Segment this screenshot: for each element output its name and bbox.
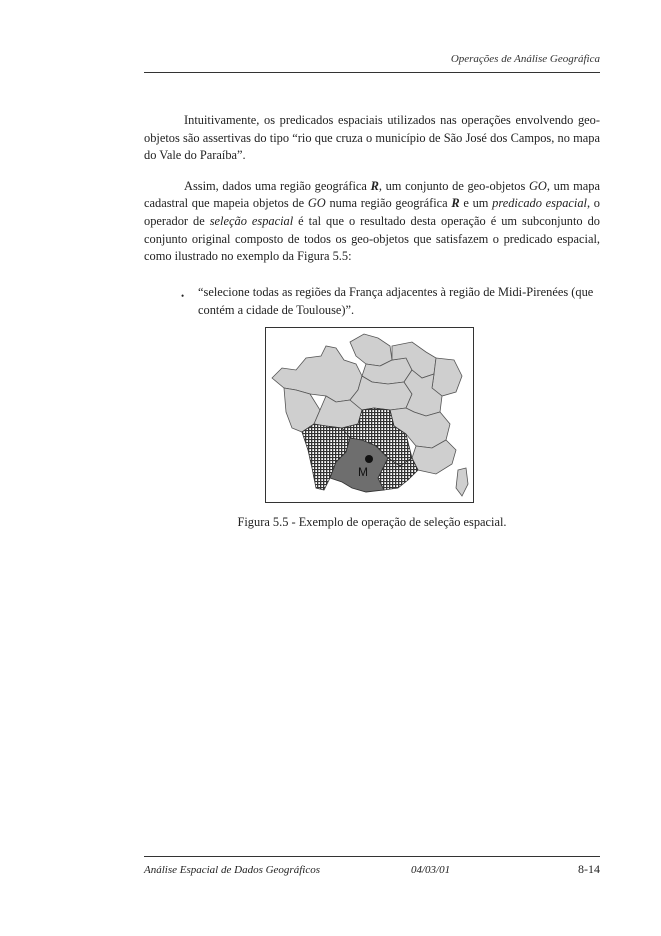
footer-title: Análise Espacial de Dados Geográficos xyxy=(144,864,320,876)
bullet-text: “selecione todas as regiões da França adjacentes à região de Midi-Pirenées (que contém a cidade de Toulouse)”. xyxy=(198,285,594,317)
p2-text-4: numa região geográfica xyxy=(325,196,452,211)
france-map-svg xyxy=(266,328,473,502)
p2-text-2: , um conjunto de geo-objetos xyxy=(378,178,529,193)
toulouse-marker-icon xyxy=(365,455,373,463)
figure-caption: Figura 5.5 - Exemplo de operação de seleção espacial. xyxy=(237,515,507,529)
region-nord xyxy=(350,334,392,366)
region-corse xyxy=(456,468,468,496)
running-header xyxy=(144,52,600,73)
p2-term-predicado: predicado espacial xyxy=(492,196,587,211)
p2-text-3: , um mapa cadastral que mapeia objetos de xyxy=(144,178,600,211)
map-label-m: M xyxy=(358,465,368,479)
page-footer xyxy=(144,856,600,879)
paragraph-2 xyxy=(144,178,600,266)
p2-var-go-2: GO xyxy=(307,196,326,211)
p2-text-5: e um xyxy=(459,196,493,211)
figure-france-map xyxy=(265,327,474,503)
p2-var-r-2: R xyxy=(451,196,460,211)
region-lorraine xyxy=(432,358,462,396)
paragraph-1: Intuitivamente, os predicados espaciais utilizados nas operações envolvendo geo-objetos são assertivas do tipo “rio que cruza o município de São José dos Campos, no mapa do Vale do Paraíba”. xyxy=(144,113,600,163)
body-text xyxy=(144,112,600,279)
bullet-item xyxy=(181,284,601,319)
p2-var-r: R xyxy=(370,178,379,193)
p2-text-6: , o operador de xyxy=(144,196,601,228)
page-number: 8-14 xyxy=(578,862,600,876)
running-title: Operações de Análise Geográfica xyxy=(450,53,600,65)
p2-text-1: Assim, dados uma região geográfica xyxy=(184,178,371,193)
footer-date: 04/03/01 xyxy=(411,864,451,876)
bullet-icon: • xyxy=(181,291,185,301)
p2-text-7: é tal que o resultado desta operação é um subconjunto do conjunto original composto de todos os geo-objetos que satisfazem o predicado espacial, como ilustrado no exemplo da Figura 5.5: xyxy=(144,213,600,264)
p2-var-go: GO xyxy=(528,178,547,193)
p2-term-selecao: seleção espacial xyxy=(209,213,294,228)
